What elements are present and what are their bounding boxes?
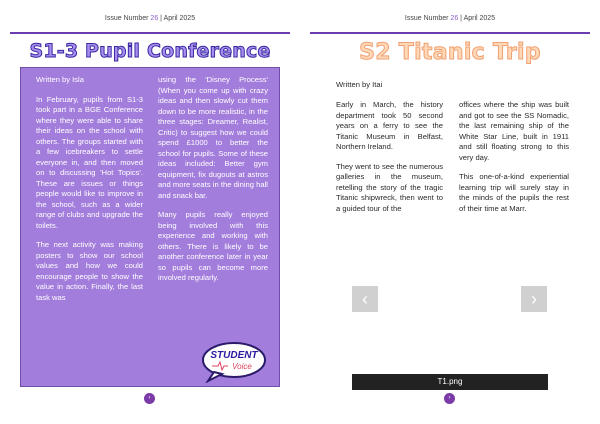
gallery-prev-button[interactable]: ‹ — [352, 286, 378, 312]
issue-header-right — [300, 15, 600, 22]
issue-separator: | — [460, 15, 462, 22]
paragraph: They went to see the numerous galleries in the museum, retelling the story of the tragic Titanic shipwreck, then went to a guided tour of the — [336, 161, 443, 213]
issue-number: 26 — [450, 15, 459, 22]
image-caption-bar: T1.png — [352, 374, 548, 390]
paragraph: This one-of-a-kind experiential learning trip will surely stay in the minds of the pupils the rest of their time at Marr. — [459, 172, 569, 213]
paragraph: The next activity was making posters to show our school values and how we could encourage people to show the value in action. Finally, the last task was — [36, 240, 143, 302]
paragraph: offices where the ship was built and got to see the SS Nomadic, the last remaining ship of the White Star Line, built in 1911 and still floating strong to this very day. — [459, 100, 569, 162]
issue-date: April 2025 — [163, 15, 196, 22]
right-column-1 — [336, 100, 443, 223]
issue-separator: | — [160, 15, 162, 22]
paragraph: In February, pupils from S1-3 took part in a BGE Conference where they were able to share their ideas on the school with others. The groups started with a few icebreakers to settle everyone in, and then moved on to discussing 'Hot Topics'. These are issues or things people would like to improve in the school, such as a wider range of clubs and upgrade the toilets. — [36, 94, 143, 230]
paragraph: using the 'Disney Process' (When you come up with crazy ideas and then slowly cut them down to be more realistic, in the three stages: Dreamer, Realist, Critic) to suggest how we could spend £1000 to better the school for pupils. Some of these ideas included: Better gym equipment, fix dugouts at astros and more seats in the dining hall and snack bar. — [158, 75, 268, 200]
issue-date: April 2025 — [463, 15, 496, 22]
article-title: S1-3 Pupil Conference — [29, 40, 271, 62]
paragraph: Early in March, the history department took 50 second years on a ferry to see the Titanic Museum in Belfast, Northern Ireland. — [336, 100, 443, 151]
issue-label: Issue Number — [104, 15, 149, 22]
header-rule — [310, 32, 590, 34]
issue-header-left — [0, 15, 300, 22]
page-nav-dot[interactable]: › — [444, 393, 455, 404]
left-column-1 — [36, 75, 143, 312]
paragraph: Many pupils really enjoyed being involved with this experience and working with others. There is likely to be another conference later in year so pupils can become more involved regularly. — [158, 210, 268, 282]
student-voice-logo — [200, 339, 268, 383]
header-rule — [10, 32, 290, 34]
page-nav-dot[interactable]: ‹ — [144, 393, 155, 404]
issue-label: Issue Number — [404, 15, 449, 22]
gallery-next-button[interactable]: › — [521, 286, 547, 312]
left-column-2 — [158, 75, 268, 293]
logo-text-top: STUDENT — [210, 350, 258, 361]
article-title: S2 Titanic Trip — [359, 40, 541, 65]
right-column-2 — [459, 100, 569, 223]
logo-text-bottom: Voice — [232, 362, 252, 371]
author: Written by Itai — [336, 80, 383, 89]
issue-number: 26 — [150, 15, 159, 22]
author: Written by Isla — [36, 75, 84, 84]
